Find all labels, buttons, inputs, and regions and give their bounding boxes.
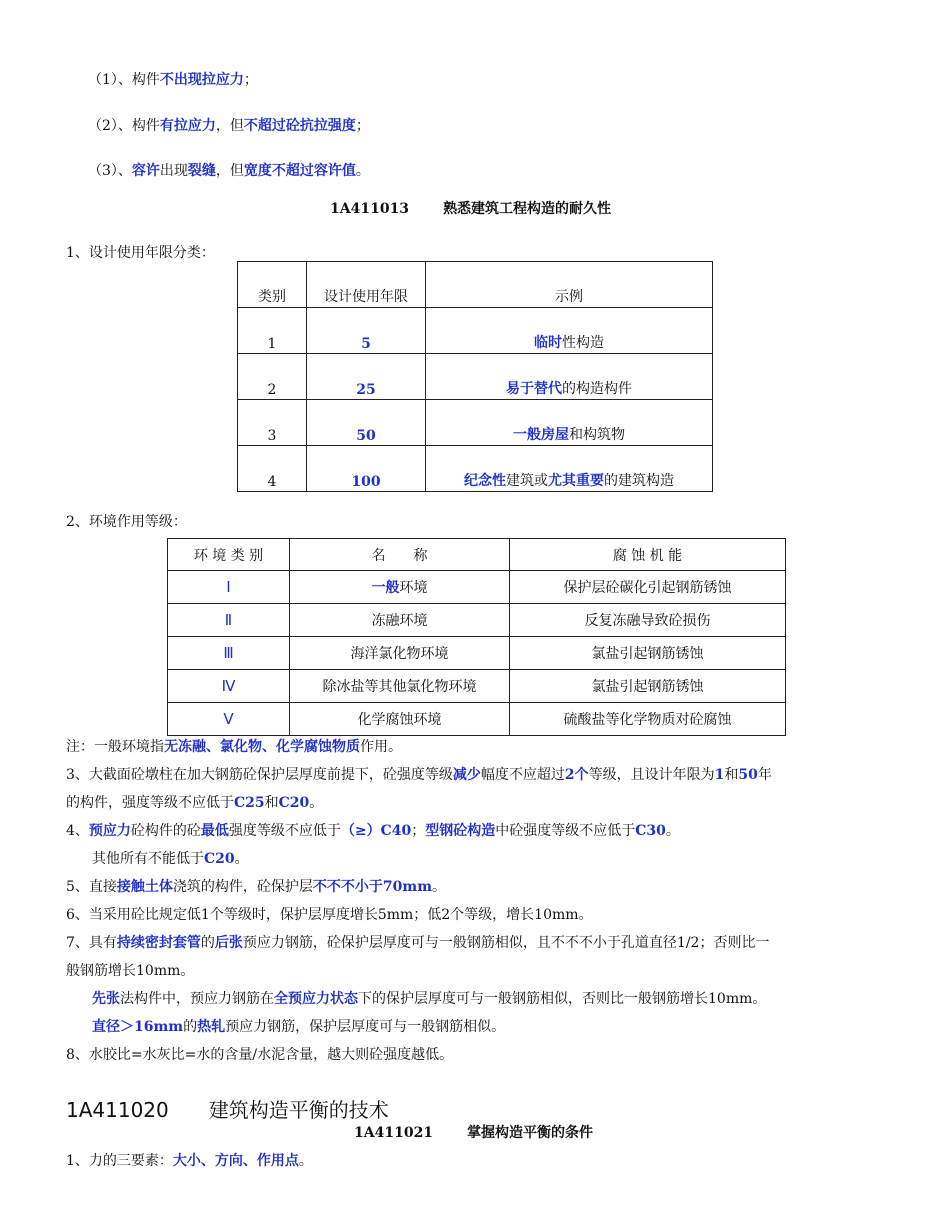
section-heading-1a411021: 1A411021 掌握构造平衡的条件	[354, 1125, 594, 1141]
paragraph-4-line-2: 其他所有不能低于C20。	[92, 851, 249, 867]
paragraph-2: 2、环境作用等级：	[66, 514, 187, 530]
table-row: 3 50 一般房屋和构筑物	[238, 400, 713, 446]
paragraph-8: 8、水胶比=水灰比=水的含量/水泥含量，越大则砼强度越低。	[66, 1047, 454, 1063]
paragraph-3: 3、大截面砼墩柱在加大钢筋砼保护层厚度前提下，砼强度等级减少幅度不应超过2个等级，且设计年限为1和50年	[66, 767, 772, 783]
environment-class-table	[167, 538, 786, 736]
item-1: （1）、构件不出现拉应力；	[88, 72, 258, 88]
paragraph-9: 1、力的三要素：大小、方向、作用点。	[66, 1153, 313, 1169]
table-header-row: 类别 设计使用年限 示例	[238, 262, 713, 308]
table-row: Ⅳ 除冰盐等其他氯化物环境 氯盐引起钢筋锈蚀	[168, 670, 786, 703]
highlight: 不出现拉应力	[159, 72, 244, 88]
paragraph-4: 4、预应力砼构件的砼最低强度等级不应低于（≥）C40；型钢砼构造中砼强度等级不应低于C30。	[66, 823, 680, 839]
table-row: Ⅲ 海洋氯化物环境 氯盐引起钢筋锈蚀	[168, 637, 786, 670]
service-life-table	[237, 261, 713, 492]
paragraph-7-line-4: 直径＞16mm的热轧预应力钢筋，保护层厚度可与一般钢筋相似。	[92, 1019, 506, 1035]
note: 注：一般环境指无冻融、氯化物、化学腐蚀物质作用。	[66, 739, 402, 755]
table-row: Ⅱ 冻融环境 反复冻融导致砼损伤	[168, 604, 786, 637]
item-3: （3）、容许出现裂缝，但宽度不超过容许值。	[88, 163, 370, 179]
paragraph-7-line-3: 先张法构件中，预应力钢筋在全预应力状态下的保护层厚度可与一般钢筋相似，否则比一般钢筋增长10mm。	[92, 991, 767, 1007]
chapter-heading-1a411020: 1A411020 建筑构造平衡的技术	[66, 1098, 389, 1122]
table-row: Ⅰ 一般环境 保护层砼碳化引起钢筋锈蚀	[168, 571, 786, 604]
paragraph-7: 7、具有持续密封套管的后张预应力钢筋，砼保护层厚度可与一般钢筋相似，且不不不小于孔道直径1/2；否则比一	[66, 935, 770, 951]
table-row: Ⅴ 化学腐蚀环境 硫酸盐等化学物质对砼腐蚀	[168, 703, 786, 736]
table-row: 2 25 易于替代的构造构件	[238, 354, 713, 400]
section-heading-1a411013: 1A411013 熟悉建筑工程构造的耐久性	[330, 201, 612, 217]
item-2: （2）、构件有拉应力，但不超过砼抗拉强度；	[88, 118, 370, 134]
table-header-row: 环 境 类 别 名 称 腐 蚀 机 能	[168, 539, 786, 571]
paragraph-1: 1、设计使用年限分类：	[66, 245, 215, 261]
paragraph-5: 5、直接接触土体浇筑的构件，砼保护层不不不小于70mm。	[66, 879, 447, 895]
table-row: 1 5 临时性构造	[238, 308, 713, 354]
paragraph-6: 6、当采用砼比规定低1个等级时，保护层厚度增长5mm；低2个等级，增长10mm。	[66, 907, 593, 923]
paragraph-7-line-2: 般钢筋增长10mm。	[66, 963, 195, 979]
paragraph-3-line-2: 的构件，强度等级不应低于C25和C20。	[66, 795, 324, 811]
table-row: 4 100 纪念性建筑或尤其重要的建筑构造	[238, 446, 713, 492]
